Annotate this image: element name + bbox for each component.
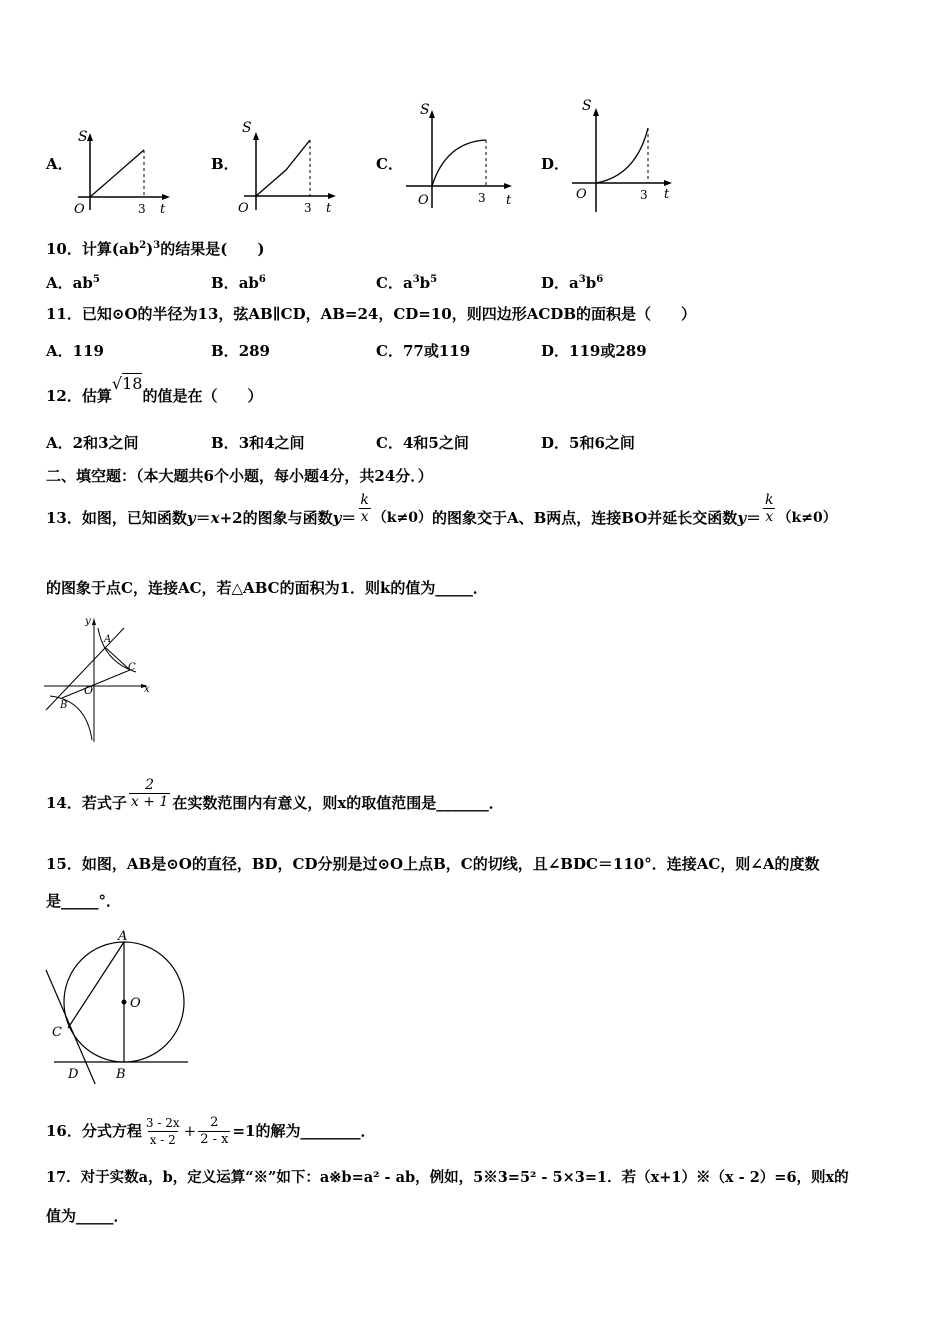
q15-line1: 15．如图，AB是⊙O的直径，BD，CD分别是过⊙O上点B，C的切线，且∠BDC＝110°．连接AC，则∠A的度数 xyxy=(46,855,820,873)
svg-text:O: O xyxy=(130,996,141,1011)
svg-text:t: t xyxy=(664,187,670,202)
q9-option-c-graph xyxy=(402,100,522,215)
q9-option-b-graph xyxy=(234,118,344,220)
svg-text:B: B xyxy=(116,1067,126,1082)
q12-option-b: B．3和4之间 xyxy=(211,434,305,452)
q9-option-a-graph xyxy=(68,125,178,220)
q12-option-d: D．5和6之间 xyxy=(541,434,635,452)
q15-figure xyxy=(40,924,192,1084)
q10-option-d: D．$a^3b^6$ xyxy=(541,274,604,292)
q10-option-a: A．$ab^5$ xyxy=(46,274,100,292)
svg-text:O: O xyxy=(418,193,429,208)
svg-text:x: x xyxy=(144,684,150,695)
q11-option-a: A．119 xyxy=(46,342,104,360)
svg-text:y: y xyxy=(85,616,91,627)
q17-line1: 17．对于实数a，b，定义运算“※”如下：a※b=a² - ab，例如，5※3=5² - 5×3=1．若（x+1）※（x - 2）=6，则x的 xyxy=(46,1169,849,1186)
svg-text:3: 3 xyxy=(304,201,312,215)
fraction-2-over-2-minus-x: $\frac{2}{2 - x}$ xyxy=(200,1114,229,1147)
q9-option-d-graph xyxy=(568,96,683,216)
segment-AC xyxy=(106,648,130,670)
q9-option-b-label: B． xyxy=(211,155,239,173)
q14-stem: 14．若式子 $\frac{2}{x + 1}$ 在实数范围内有意义，则x的取值范围是_______． xyxy=(46,776,504,812)
svg-text:O: O xyxy=(576,187,587,202)
q10-option-b: B．$ab^6$ xyxy=(211,274,266,292)
curve xyxy=(432,140,486,186)
curve xyxy=(596,128,648,183)
svg-text:B: B xyxy=(60,700,68,711)
fraction-2-over-x-plus-1: $\frac{2}{x + 1}$ xyxy=(130,776,169,810)
svg-text:A: A xyxy=(104,634,112,645)
section-2-heading: 二、填空题：（本大题共6个小题，每小题4分，共24分．） xyxy=(46,467,433,485)
svg-text:O: O xyxy=(74,202,85,217)
q15-line2: 是_____°． xyxy=(46,892,122,910)
svg-text:C: C xyxy=(128,662,136,673)
curve xyxy=(256,140,310,196)
fraction-k-over-x: $\frac{k}{x}$ xyxy=(360,491,369,525)
svg-text:t: t xyxy=(326,201,332,216)
svg-text:3: 3 xyxy=(640,188,648,202)
curve xyxy=(90,150,144,197)
chord-AC xyxy=(68,942,124,1028)
fraction-k-over-x-2: $\frac{k}{x}$ xyxy=(765,491,774,525)
svg-text:C: C xyxy=(52,1025,62,1040)
q11-stem: 11．已知⊙O的半径为13，弦AB∥CD，AB=24，CD=10，则四边形ACDB的面积是（ ） xyxy=(46,305,696,323)
segment-BC xyxy=(62,670,130,698)
sqrt-18: √18 xyxy=(111,374,143,393)
svg-text:S: S xyxy=(582,98,592,114)
q11-option-b: B．289 xyxy=(211,342,270,360)
q16-stem: 16．分式方程 $\frac{3 - 2x}{x - 2}$ + $\frac{2}{2 - x}$ =1的解为________． xyxy=(46,1114,376,1147)
svg-text:S: S xyxy=(242,120,252,136)
q9-option-d-label: D． xyxy=(541,155,570,173)
q13-line2: 的图象于点C，连接AC，若△ABC的面积为1．则k的值为_____． xyxy=(46,579,488,597)
svg-text:O: O xyxy=(84,684,94,697)
q13-figure xyxy=(40,612,160,744)
q9-option-a-label: A． xyxy=(46,155,73,173)
svg-text:A: A xyxy=(118,929,128,944)
svg-text:S: S xyxy=(78,129,88,145)
q11-option-c: C．77或119 xyxy=(376,342,471,360)
q12-option-a: A．2和3之间 xyxy=(46,434,139,452)
q17-line2: 值为_____． xyxy=(46,1207,129,1225)
fraction-3-minus-2x: $\frac{3 - 2x}{x - 2}$ xyxy=(145,1115,180,1147)
hyperbola-branch-2 xyxy=(50,696,92,740)
q9-option-c-label: C． xyxy=(376,155,403,173)
svg-text:3: 3 xyxy=(138,202,146,216)
svg-text:D: D xyxy=(68,1067,79,1082)
q10-stem: 10．计算$(ab^2)^3$的结果是( ) xyxy=(46,240,265,258)
center-point xyxy=(122,1000,127,1005)
svg-text:3: 3 xyxy=(478,191,486,205)
q11-option-d: D．119或289 xyxy=(541,342,647,360)
svg-text:t: t xyxy=(160,202,166,217)
q12-option-c: C．4和5之间 xyxy=(376,434,469,452)
q12-stem: 12．估算√18的值是在（ ） xyxy=(46,374,263,405)
svg-text:t: t xyxy=(506,193,512,208)
svg-text:S: S xyxy=(420,102,430,118)
svg-text:O: O xyxy=(238,201,249,216)
q13-line1: 13．如图，已知函数 y ＝ x +2的图象与函数 y ＝ $\frac{k}{x}$ （k≠0） 的图象交于A、B两点，连接BO并延长交函数 y ＝ $\frac{k}{x}$ （k≠0） xyxy=(46,491,837,527)
q10-option-c: C．$a^3b^5$ xyxy=(376,274,438,292)
